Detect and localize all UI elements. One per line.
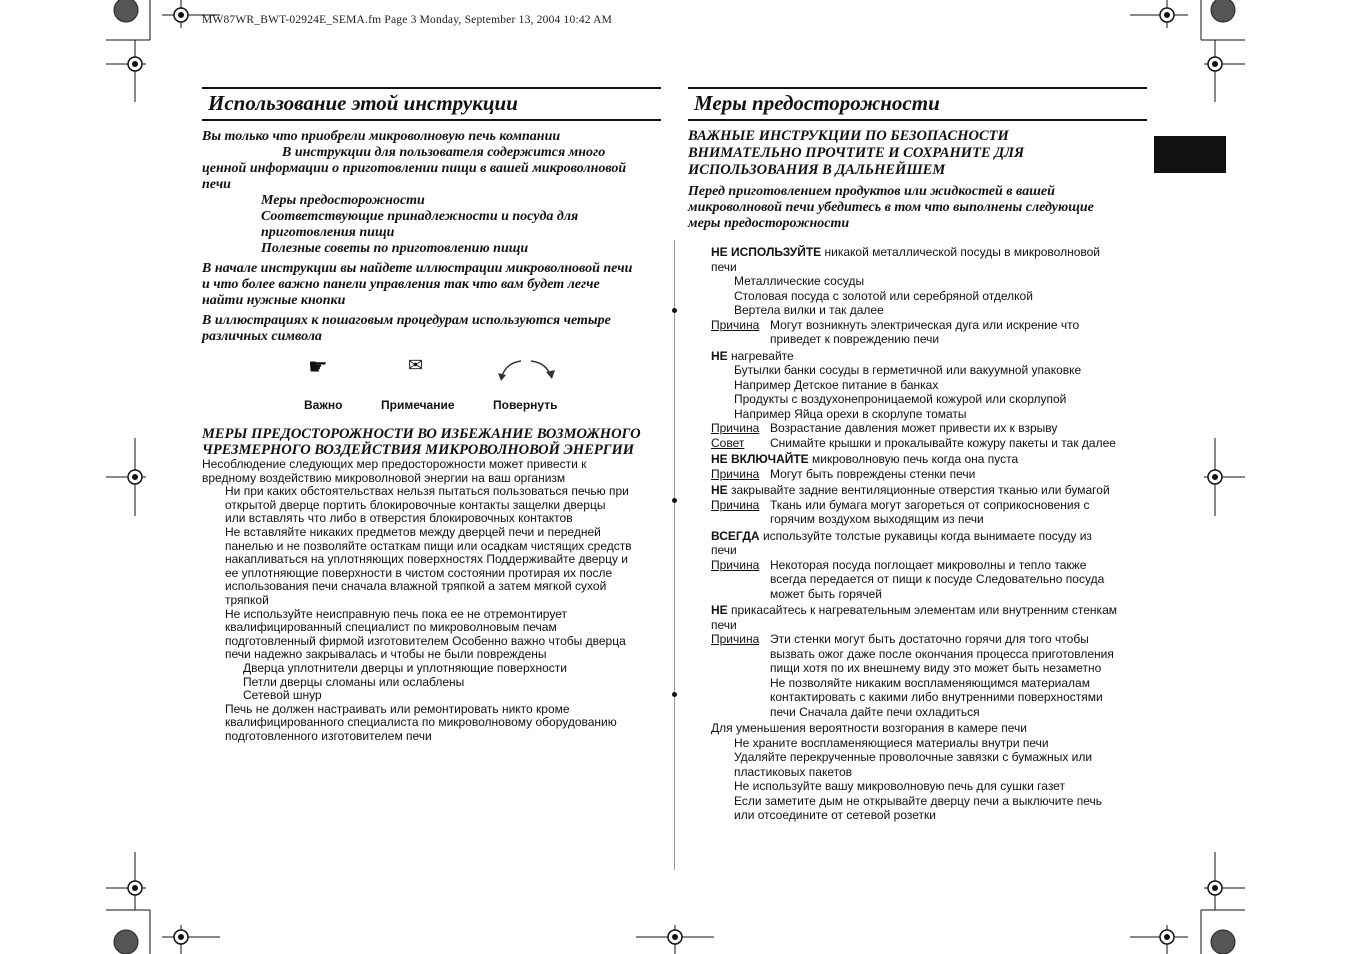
note-icon: ✉ bbox=[408, 355, 424, 375]
language-tab bbox=[1154, 136, 1226, 173]
page-title: Использование этой инструкции bbox=[208, 91, 518, 115]
safety-heading: ВАЖНЫЕ ИНСТРУКЦИИ ПО БЕЗОПАСНОСТИ ВНИМАТЕЛЬНО ПРОЧТИТЕ И СОХРАНИТЕ ДЛЯ ИСПОЛЬЗОВАНИЯ В ДАЛЬНЕЙШЕМ bbox=[688, 128, 1025, 178]
section-title: Меры предосторожности bbox=[694, 91, 940, 115]
intro-text: Вы только что приобрели микроволновую печь компании В инструкции для пользователя содержится много ценной информации о приготовлении пищи в вашей микроволновой печи Меры предосторожности Соответствующие принадлежности и посуда для приготовления пищи Полезные советы по приготовлению пищи В начале инструкции вы найдете иллюстрации микроволновой печи и что более важно панели управления так что вам будет легче найти нужные кнопки В иллюстрациях к пошаговым процедурам используются четыре различных символа bbox=[202, 129, 633, 344]
icon-label-important: Важно bbox=[304, 398, 343, 412]
file-header: MW87WR_BWT-02924E_SEMA.fm Page 3 Monday, September 13, 2004 10:42 AM bbox=[202, 14, 613, 26]
icon-label-note: Примечание bbox=[381, 398, 455, 412]
pointing-hand-icon: ☛ bbox=[308, 354, 328, 379]
right-title-bar bbox=[688, 87, 1147, 121]
column-divider bbox=[674, 240, 675, 870]
safety-list: НЕ ИСПОЛЬЗУЙТЕ никакой металлической посуды в микроволновой печи Металлические сосуды Столовая посуда с золотой или серебряной отделкой Вертела вилки и так далее Причина Могут возникнуть электрическая дуга или искрение что приведет к повреждению печи НЕ нагревайте Бутылки банки сосуды в герметичной или вакуумной упаковке Например Детское питание в банках Продукты с воздухонепроницаемой кожурой или скорлупой Например Яйца орехи в скорлупе томаты Причина Возрастание давления может привести их к взрыву Совет Снимайте крышки и прокалывайте кожуру пакеты и так далее НЕ ВКЛЮЧАЙТЕ микроволновую печь когда она пуста Причина Могут быть повреждены стенки печи НЕ закрывайте задние вентиляционные отверстия тканью или бумагой Причина Ткань или бумага могут загореться от соприкосновения с горячим воздухом выходящим из печи ВСЕГДА используйте толстые рукавицы когда вынимаете посуду из печи Причина Некоторая посуда поглощает микроволны и тепло также всегда передается от пищи к посуде Следовательно посуда может быть горячей НЕ прикасайтесь к нагревательным элементам или внутренним стенкам печи Причина Эти стенки могут быть достаточно горячи для того чтобы вызвать ожог даже после окончания процесса приготовления пищи хотя по их внешнему виду это может быть незаметно Не позволяйте никаким воспламеняющимся материалам контактировать с какими либо внутренними поверхностями печи Сначала дайте печи охладиться Для уменьшения вероятности возгорания в камере печи Не храните воспламеняющиеся материалы внутри печи Удаляйте перекрученные проволочные завязки с бумажных или пластиковых пакетов Не используйте вашу микроволновую печь для сушки газет Если заметите дым не открывайте дверцу печи а выключите печь или отсоедините от сетевой розетки bbox=[711, 245, 1117, 822]
icon-label-turn: Повернуть bbox=[493, 398, 558, 412]
warning-body: Несоблюдение следующих мер предосторожности может привести к вредному воздействию микроволновой энергии на ваш организм Ни при каких обстоятельствах нельзя пытаться пользоваться печью при открытой дверце портить блокировочные контакты защелки дверцы или вставлять что либо в отверстия блокировочных контактов Не вставляйте никаких предметов между дверцей печи и передней панелью и не позволяйте остаткам пищи или осадкам чистящих средств накапливаться на уплотняющих поверхностях Поддерживайте дверцу и ее уплотняющие поверхности в чистом состоянии протирая их после использования печи сначала влажной тряпкой а затем мягкой сухой тряпкой Не используйте неисправную печь пока ее не отремонтирует квалифицированный специалист по микроволновым печам подготовленный фирмой изготовителем Особенно важно чтобы дверца печи надежно закрывалась и чтобы не были повреждены Дверца уплотнители дверцы и уплотняющие поверхности Петли дверцы сломаны или ослаблены Сетевой шнур Печь не должен настраивать или ремонтировать никто кроме квалифицированного специалиста по микроволновому оборудованию подготовленного изготовителем печи bbox=[202, 457, 632, 743]
safety-intro: Перед приготовлением продуктов или жидкостей в вашей микроволновой печи убедитесь в том что выполнены следующие меры предосторожности bbox=[688, 184, 1094, 231]
warning-heading: МЕРЫ ПРЕДОСТОРОЖНОСТИ ВО ИЗБЕЖАНИЕ ВОЗМОЖНОГО ЧРЕЗМЕРНОГО ВОЗДЕЙСТВИЯ МИКРОВОЛНОВОЙ ЭНЕРГИИ bbox=[202, 426, 641, 458]
bullet-dot bbox=[672, 308, 677, 313]
bullet-dot bbox=[672, 692, 677, 697]
left-title-bar bbox=[202, 87, 661, 121]
bullet-dot bbox=[672, 498, 677, 503]
turn-arrows-icon bbox=[497, 357, 557, 383]
